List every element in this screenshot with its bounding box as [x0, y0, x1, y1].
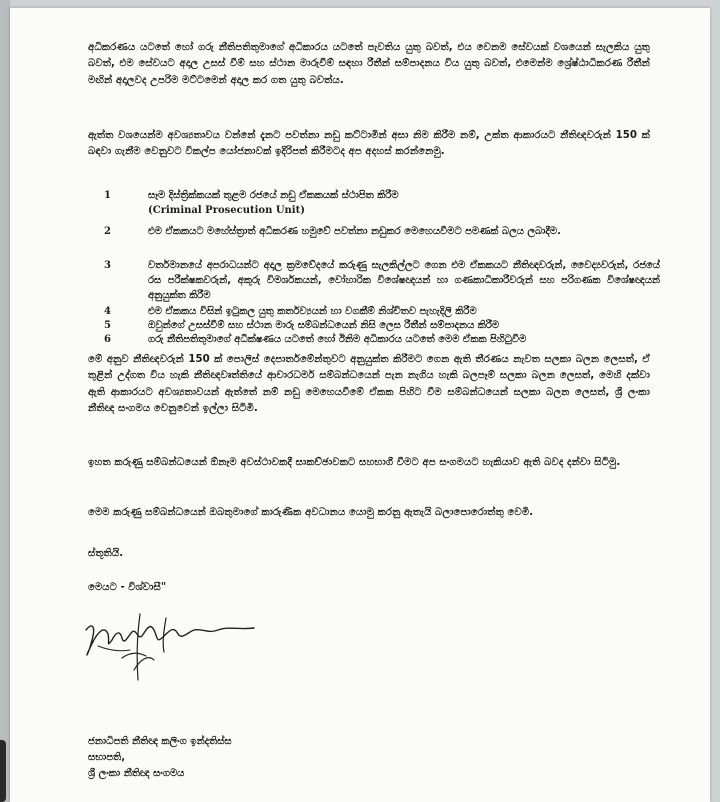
list-item-text — [148, 188, 660, 218]
list-item-text: ගරු නීතිපතිතුමාගේ අධීක්ෂණය යටතේ හෝ ඊනිම අධිකාරය යටතේ මෙම ඒකක පිහිටුවීම — [148, 334, 527, 345]
letter-paragraph-5: මෙම කරුණු සම්බන්ධයෙන් ඔබතුමාගේ කාරුණික අවධානය යොමු කරනු ඇතැයි බලාපොරොත්තු වෙමි. — [88, 507, 534, 518]
letter-page — [10, 8, 710, 802]
letter-paragraph-2: ඇත්ත වශයෙන්ම අවශ්‍යතාවය වන්නේ දැනට පවත්නා නඩු කට්ටාමින් අසා නිම කිරීම නම්, උක්ත ආකාරයට නීතිඥවරුන් 150 ක් බඳවා ගැනීම වෙනුවට විකල්ප යෝජනාවක් ඉදිරිපත් කිරීමටද අප අදහස් කරන්නෙමු. — [88, 130, 650, 158]
list-item-text: එම ඒකකයට මහේස්ත්‍රාත් අධිකරණ හමුවේ පවත්නා නඩුකර මෙහෙයවීමට පමණක් බලය ලබාදීම. — [148, 226, 561, 237]
list-item-text: ඔවුන්ගේ උසස්වීම් සහ ස්ථාන මාරු සම්බන්ධයෙන් නිසි ලෙස රීතීන් සම්පාදනය කිරීම — [148, 320, 500, 331]
screen-edge-handle — [0, 740, 6, 802]
list-item-number: 3 — [104, 260, 111, 271]
signatory-organization: ශ්‍රී ලංකා නීතිඥ සංගමය — [88, 768, 185, 779]
list-item-number: 5 — [104, 320, 111, 331]
letter-paragraph-1: අධිකරණය යටතේ හෝ ගරු නීතිපතිතුමාගේ අධිකාරය යටතේ පැවතිය යුතු බවත්, එය වෙනම සේවයක් වශයෙන් සැලකිය යුතු බවත්, එම සේවයට අදාල උසස් වීම් සහ ස්ථාන මාරුවීම් සඳහා රීතීන් සම්පාදනය විය යුතු බවත්, එමෙන්ම ශ්‍රේෂ්ඨාධිකරණ රීතීන් මඟින් අදාලවද උපරිම මට්ටමෙන් අදාල කර ගත යුතු බවත්ය. — [88, 42, 650, 86]
closing-line: මෙයට - විශ්වාසී" — [88, 582, 167, 593]
list-item-number: 4 — [104, 306, 111, 317]
list-item-number: 6 — [104, 334, 111, 345]
list-item-text: එම ඒකකය විසින් ඉටුකල යුතු කර්තව්‍යයන් හා වගකීම් නිශ්චිතව පැහැදිලි කිරීම — [148, 306, 477, 317]
list-item-number: 1 — [104, 190, 111, 201]
list-item-subtext: (Criminal Prosecution Unit) — [148, 205, 305, 216]
thanks-line: ස්තූතියි. — [88, 548, 124, 559]
list-item-number: 2 — [104, 226, 111, 237]
signatory-name: ජනාධිපති නීතිඥ කලිංග ඉන්දතිස්ස — [88, 736, 232, 747]
screen-edge-left — [0, 0, 10, 802]
letter-paragraph-4: ඉහත කරුණු සම්බන්ධයෙන් ඕනෑම අවස්ථාවකදී සාකච්ඡාවකට සහභාගී වීමට අප සංගමයට හැකියාව ඇති බවද දන්වා සිටිමු. — [88, 457, 621, 468]
letter-paragraph-3: මේ අනුව නීතිඥවරුන් 150 ක් පොලිස් දෙපාර්තමේන්තුවට අනුයුක්ත කිරීමට ගෙන ඇති තීරණය නැවත සලකා බලන ලෙසත්, ඒ තුළින් උද්ගත විය හැකි නීතිඥවෘත්තියේ ආචාරධර්ම සම්බන්ධයෙන් පැන නැගිය හැකි බලපෑම් සලකා බලන ලෙසත්, මෙහි දක්වා ඇති ආකාරයට අවශ්‍යතාවයන් ඇත්තේ නම් නඩු මෙහෙයවීමේ ඒකක පිහිට වීම සම්බන්ධයෙන් සලකා බලන ලෙසත්, ශ්‍රී ලංකා නීතිඥ සංගමය වෙනුවෙන් ඉල්ලා සිටිමි. — [88, 354, 650, 415]
handwritten-signature — [78, 600, 268, 690]
list-item-text-main: සෑම දිස්ත්‍රික්කයක් තුළම රජයේ නඩු ඒකකයක් ස්ථාපිත කිරීම — [148, 190, 399, 201]
list-item-text: වර්තමානයේ අපරාධයන්ට අදාල ක්‍රමවේදයේ කරුණු සැලකිල්ලට ගෙන එම ඒකකයට නීතිඥවරුන්, වෛද්‍යවරුන්, රජයේ රස පරීක්ෂකවරුන්, අකුරු විමර්ශකයන්, වෝහාරික විශේෂඥයන් හා ගණකාධිකාරීවරුන් සහ පරිගණක විශේෂඥයන් අනුයුක්ත කිරීම — [148, 260, 660, 301]
signatory-title: සභාපති, — [88, 752, 126, 763]
signatory-block — [88, 734, 232, 782]
